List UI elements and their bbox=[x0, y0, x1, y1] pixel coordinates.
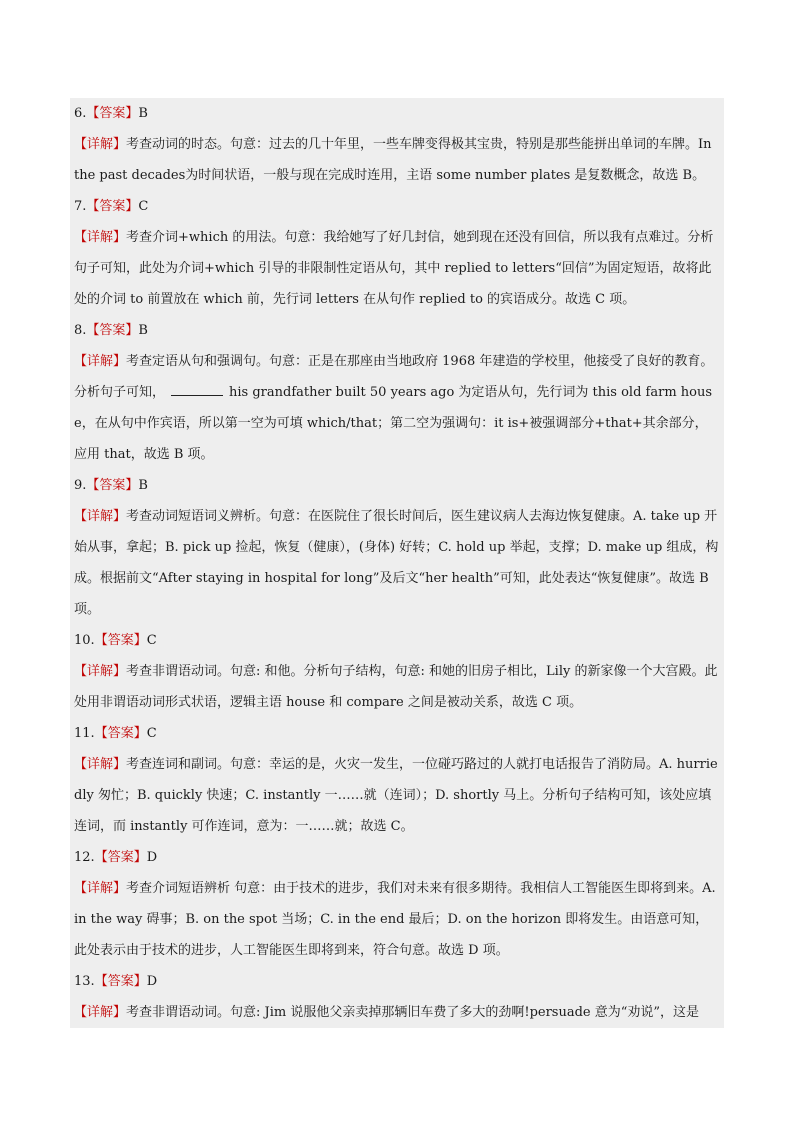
detail-text: 考查定语从句和强调句。句意：正是在那座由当地政府 1968 年建造的学校里，他接受了良好的教育。分析句子可知， bbox=[74, 354, 714, 400]
detail-paragraph bbox=[70, 873, 724, 966]
detail-tag: 【详解】 bbox=[74, 230, 127, 245]
detail-text: 考查非谓语动词。句意: Jim 说服他父亲卖掉那辆旧车费了多大的劲啊!persuade 意为“劝说”，这是 bbox=[126, 1005, 700, 1020]
detail-text: 考查动词短语词义辨析。句意：在医院住了很长时间后，医生建议病人去海边恢复健康。A. take up 开始从事，拿起；B. pick up 捡起，恢复（健康），(身体) 好转；C. hold up 举起，支撑；D. make up 组成，构成。根据前文“After staying in hospital for long”及后文“her health”可知，此处表达“恢复健康”。故选 B 项。 bbox=[74, 509, 719, 617]
answer-tag: 【答案】 bbox=[86, 323, 139, 338]
answer-tag: 【答案】 bbox=[94, 726, 147, 741]
question-number: 13. bbox=[74, 974, 95, 989]
answer-line bbox=[70, 718, 724, 749]
answer-tag: 【答案】 bbox=[94, 850, 147, 865]
answer-tag: 【答案】 bbox=[94, 633, 147, 648]
detail-paragraph bbox=[70, 129, 724, 191]
question-number: 6. bbox=[74, 106, 87, 121]
detail-tag: 【详解】 bbox=[74, 1005, 127, 1020]
answer-value: B bbox=[138, 323, 148, 338]
detail-text: 考查动词的时态。句意：过去的几十年里，一些车牌变得极其宝贵，特别是那些能拼出单词的车牌。In the past decades为时间状语，一般与现在完成时连用，主语 some number plates 是复数概念，故选 B。 bbox=[74, 137, 712, 183]
answer-line bbox=[70, 191, 724, 222]
answer-tag: 【答案】 bbox=[94, 974, 147, 989]
answer-value: B bbox=[138, 478, 148, 493]
detail-tag: 【详解】 bbox=[74, 509, 127, 524]
detail-paragraph bbox=[70, 656, 724, 718]
answer-value: D bbox=[146, 850, 158, 865]
detail-paragraph bbox=[70, 997, 724, 1028]
answer-line bbox=[70, 98, 724, 129]
answer-line bbox=[70, 315, 724, 346]
question-number: 11. bbox=[74, 726, 95, 741]
detail-tag: 【详解】 bbox=[74, 354, 127, 369]
answer-list bbox=[70, 98, 724, 1028]
detail-paragraph bbox=[70, 749, 724, 842]
answer-tag: 【答案】 bbox=[86, 478, 139, 493]
question-number: 10. bbox=[74, 633, 95, 648]
detail-text: 考查非谓语动词。句意: 和他。分析句子结构，句意: 和她的旧房子相比，Lily 的新家像一个大宫殿。此处用非谓语动词形式状语，逻辑主语 house 和 compare 之间是被动关系，故选 C 项。 bbox=[74, 664, 718, 710]
question-number: 8. bbox=[74, 323, 87, 338]
question-number: 12. bbox=[74, 850, 95, 865]
answer-value: B bbox=[138, 106, 148, 121]
answer-line bbox=[70, 625, 724, 656]
detail-paragraph bbox=[70, 501, 724, 625]
question-number: 7. bbox=[74, 199, 87, 214]
detail-tag: 【详解】 bbox=[74, 881, 127, 896]
question-number: 9. bbox=[74, 478, 87, 493]
detail-tag: 【详解】 bbox=[74, 664, 127, 679]
detail-paragraph bbox=[70, 346, 724, 470]
detail-text-continued: his grandfather built 50 years ago 为定语从句，先行词为 this old farm house，在从句中作宾语，所以第一空为可填 which/that；第二空为强调句：it is+被强调部分+that+其余部分，应用 that，故选 B 项。 bbox=[74, 385, 713, 462]
answer-value: C bbox=[146, 726, 157, 741]
fill-in-blank bbox=[171, 381, 223, 396]
detail-text: 考查介词短语辨析 句意：由于技术的进步，我们对未来有很多期待。我相信人工智能医生即将到来。A. in the way 碍事；B. on the spot 当场；C. in the end 最后；D. on the horizon 即将发生。由语意可知，此处表示由于技术的进步，人工智能医生即将到来，符合句意。故选 D 项。 bbox=[74, 881, 716, 958]
answer-tag: 【答案】 bbox=[86, 199, 139, 214]
answer-value: C bbox=[146, 633, 157, 648]
detail-text: 考查连词和副词。句意：幸运的是，火灾一发生，一位碰巧路过的人就打电话报告了消防局。A. hurriedly 匆忙；B. quickly 快速；C. instantly 一……就（连词）；D. shortly 马上。分析句子结构可知，该处应填连词，而 instantly 可作连词，意为：一……就；故选 C。 bbox=[74, 757, 718, 834]
answer-line bbox=[70, 470, 724, 501]
answer-tag: 【答案】 bbox=[86, 106, 139, 121]
detail-tag: 【详解】 bbox=[74, 757, 127, 772]
detail-paragraph bbox=[70, 222, 724, 315]
answer-value: D bbox=[146, 974, 158, 989]
detail-tag: 【详解】 bbox=[74, 137, 127, 152]
detail-text: 考查介词+which 的用法。句意：我给她写了好几封信，她到现在还没有回信，所以我有点难过。分析句子可知，此处为介词+which 引导的非限制性定语从句，其中 replied to letters“回信”为固定短语，故将此处的介词 to 前置放在 which 前，先行词 letters 在从句作 replied to 的宾语成分。故选 C 项。 bbox=[74, 230, 714, 307]
answer-line bbox=[70, 842, 724, 873]
answer-value: C bbox=[138, 199, 149, 214]
answer-line bbox=[70, 966, 724, 997]
